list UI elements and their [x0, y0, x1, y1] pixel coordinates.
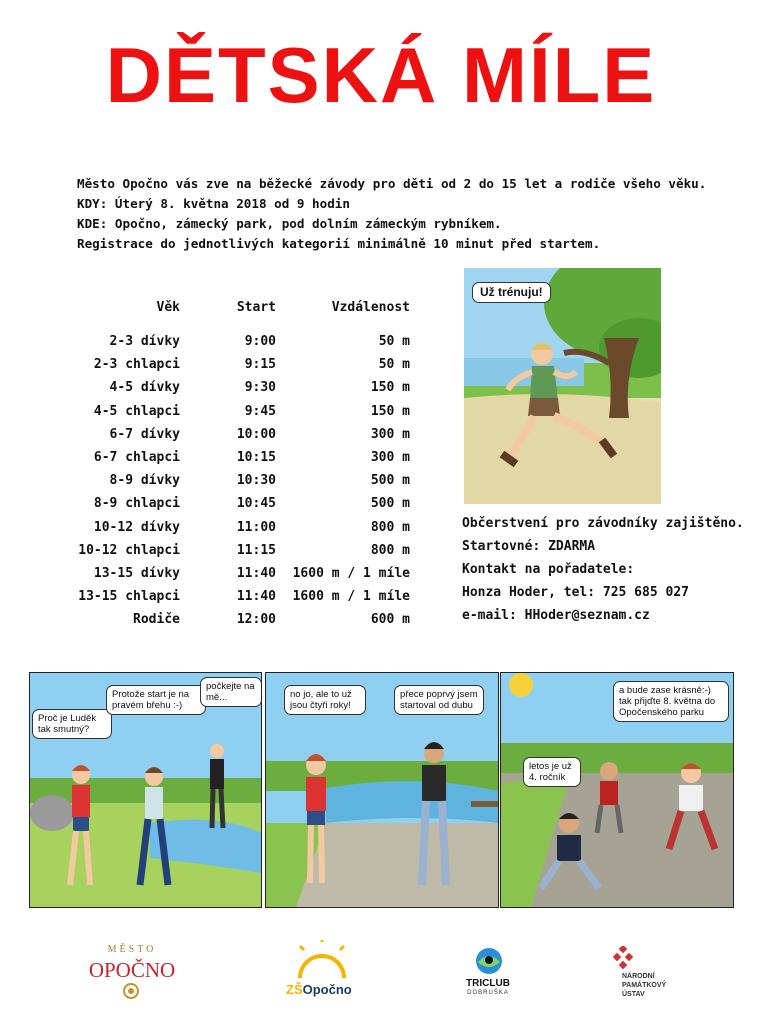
comic-bubble-2a: no jo, ale to už jsou čtyři roky!: [284, 685, 366, 715]
logo-npu-line-2: PAMÁTKOVÝ: [622, 982, 667, 989]
intro-where: KDE: Opočno, zámecký park, pod dolním zámeckým rybníkem.: [77, 216, 502, 231]
runner-cartoon: [464, 268, 661, 504]
schedule-cell-start: 11:00: [236, 519, 276, 535]
triclub-emblem-icon: [472, 946, 506, 976]
schedule-cell-age: 8-9 chlapci: [93, 496, 180, 512]
header-start: Start: [236, 299, 276, 315]
schedule-cell-distance: 300 m: [370, 426, 410, 442]
logo-zs-prefix: ZŠ: [286, 982, 303, 997]
comic-bubble-3a: a bude zase krásně:-) tak přijďte 8. května do Opočenského parku: [613, 681, 729, 722]
schedule-row: [70, 562, 410, 585]
comic-panel-2: [265, 672, 499, 908]
schedule-cell-age: 4-5 dívky: [109, 380, 180, 396]
schedule-cell-distance: 500 m: [370, 496, 410, 512]
schedule-cell-start: 9:45: [244, 403, 276, 419]
logo-triclub: [458, 946, 518, 1002]
info-refreshments: Občerstvení pro závodníky zajištěno.: [462, 516, 744, 531]
schedule-cell-distance: 1600 m / 1 míle: [292, 565, 410, 581]
schedule-cell-distance: 150 m: [370, 403, 410, 419]
schedule-cell-age: 4-5 chlapci: [93, 403, 180, 419]
npu-emblem-icon: [612, 946, 634, 970]
schedule-row: [70, 376, 410, 399]
sun-emblem-icon: [122, 982, 140, 1000]
logo-mesto-opocno: [84, 944, 180, 1000]
comic-bubble-1b: Protože start je na pravém břehu :-): [106, 685, 206, 715]
schedule-row: [70, 492, 410, 515]
info-contact-label: Kontakt na pořadatele:: [462, 562, 635, 577]
schedule-row: [70, 608, 410, 631]
schedule-cell-distance: 50 m: [378, 334, 410, 350]
logo-npu-text: [622, 972, 666, 999]
schedule-cell-start: 10:45: [236, 496, 276, 512]
schedule-cell-start: 11:40: [236, 589, 276, 605]
schedule-cell-age: 2-3 chlapci: [93, 357, 180, 373]
schedule-cell-distance: 500 m: [370, 473, 410, 489]
runner-speech-bubble: Už trénuju!: [472, 282, 551, 303]
comic-panel-1: [29, 672, 262, 908]
schedule-cell-start: 9:00: [244, 334, 276, 350]
comic-bubble-1c: počkejte na mě...: [200, 677, 262, 707]
intro-registration: Registrace do jednotlivých kategorií minimálně 10 minut před startem.: [77, 236, 601, 251]
schedule-cell-distance: 1600 m / 1 míle: [292, 589, 410, 605]
schedule-cell-start: 11:15: [236, 542, 276, 558]
schedule-cell-age: Rodiče: [133, 612, 180, 628]
schedule-cell-start: 9:15: [244, 357, 276, 373]
comic-bubble-3b: letos je už 4. ročník: [523, 757, 581, 787]
logo-zs-opocno: [284, 940, 354, 1000]
info-email: e-mail: HHoder@seznam.cz: [462, 608, 650, 623]
schedule-cell-distance: 50 m: [378, 357, 410, 373]
logo-triclub-sub: DOBRUŠKA: [467, 990, 509, 996]
schedule-cell-start: 10:30: [236, 473, 276, 489]
schedule-cell-start: 9:30: [244, 380, 276, 396]
page-title: DĚTSKÁ MÍLE: [105, 31, 657, 119]
logo-npu: [612, 946, 682, 1006]
logo-npu-line-1: NÁRODNÍ: [622, 973, 655, 980]
sun-logo-icon: [294, 940, 350, 980]
schedule-row: [70, 469, 410, 492]
schedule-cell-start: 10:15: [236, 450, 276, 466]
schedule-cell-distance: 300 m: [370, 450, 410, 466]
schedule-row: [70, 353, 410, 376]
logo-zs-text: [286, 982, 352, 997]
schedule-cell-age: 8-9 dívky: [109, 473, 180, 489]
logo-mesto-top: MĚSTO: [107, 944, 157, 955]
header-age: Věk: [156, 299, 180, 315]
info-entry-fee: Startovné: ZDARMA: [462, 539, 596, 554]
schedule-row: [70, 423, 410, 446]
header-distance: Vzdálenost: [331, 299, 410, 315]
schedule-cell-start: 12:00: [236, 612, 276, 628]
schedule-row: [70, 446, 410, 469]
schedule-row: [70, 539, 410, 562]
schedule-cell-start: 11:40: [236, 565, 276, 581]
schedule-cell-age: 13-15 dívky: [93, 565, 180, 581]
schedule-row: [70, 400, 410, 423]
schedule-cell-distance: 800 m: [370, 542, 410, 558]
schedule-cell-age: 13-15 chlapci: [78, 589, 180, 605]
schedule-cell-age: 10-12 dívky: [93, 519, 180, 535]
schedule-cell-distance: 800 m: [370, 519, 410, 535]
comic-bubble-2b: přece poprvý jsem startoval od dubu: [394, 685, 484, 715]
schedule-row: [70, 516, 410, 539]
intro-when: KDY: Úterý 8. května 2018 od 9 hodin: [77, 196, 350, 211]
schedule-row: [70, 330, 410, 353]
logo-triclub-name: TRICLUB: [466, 978, 510, 989]
schedule-header-row: [70, 296, 410, 318]
schedule-cell-age: 2-3 dívky: [109, 334, 180, 350]
schedule-cell-start: 10:00: [236, 426, 276, 442]
logo-mesto-main: OPOČNO: [88, 958, 176, 982]
comic-bubble-1a: Proč je Luděk tak smutný?: [32, 709, 112, 739]
schedule-cell-age: 6-7 dívky: [109, 426, 180, 442]
schedule-cell-age: 10-12 chlapci: [78, 542, 180, 558]
comic-panel-3: [500, 672, 734, 908]
schedule-table: [70, 296, 410, 631]
logo-npu-line-3: ÚSTAV: [622, 991, 645, 998]
runner-scene: [464, 268, 661, 504]
info-contact-name: Honza Hoder, tel: 725 685 027: [462, 585, 689, 600]
schedule-cell-distance: 600 m: [370, 612, 410, 628]
schedule-cell-distance: 150 m: [370, 380, 410, 396]
intro-invitation: Město Opočno vás zve na běžecké závody pro děti od 2 do 15 let a rodiče všeho věku.: [77, 176, 707, 191]
schedule-cell-age: 6-7 chlapci: [93, 450, 180, 466]
schedule-row: [70, 585, 410, 608]
logo-zs-name: Opočno: [302, 982, 352, 997]
